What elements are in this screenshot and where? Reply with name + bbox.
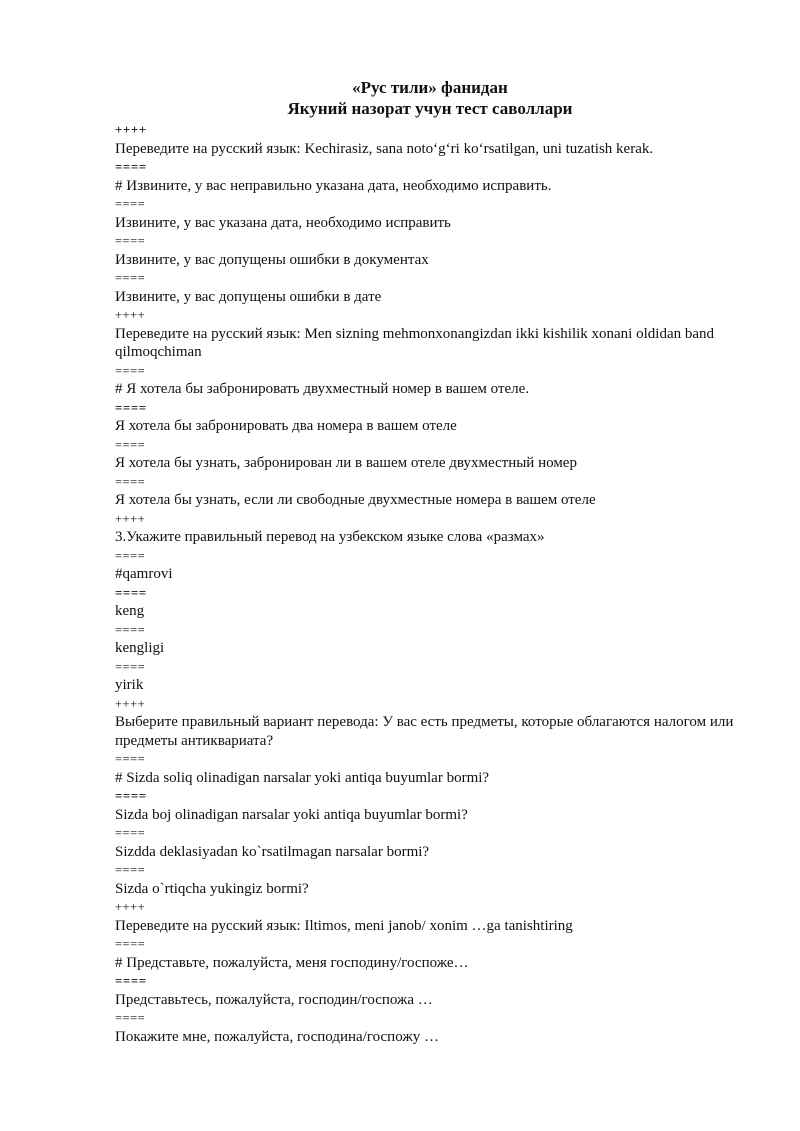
option-separator: ==== <box>115 474 146 489</box>
question-text: Выберите правильный вариант перевода: У вас есть предметы, которые облагаются налогом или предметы антиквариата? <box>115 714 734 749</box>
option-separator: ==== <box>115 788 147 803</box>
answer-option: Я хотела бы забронировать два номера в вашем отеле <box>115 418 457 434</box>
option-separator: ==== <box>115 399 147 415</box>
answer-option: Покажите мне, пожалуйста, господина/госпожу … <box>115 1028 439 1045</box>
option-separator: ==== <box>115 937 146 951</box>
option-separator: ==== <box>115 752 146 766</box>
answer-option: # Представьте, пожалуйста, меня господину/госпоже… <box>115 954 469 971</box>
question-separator: ++++ <box>115 308 146 322</box>
answer-option: Sizda o`rtiqcha yukingiz bormi? <box>115 880 309 897</box>
answer-option: keng <box>115 603 145 619</box>
test-questions-body <box>115 121 755 1046</box>
question-text: 3.Укажите правильный перевод на узбекском языке слова «размах» <box>115 529 545 545</box>
question-separator: ++++ <box>115 900 146 914</box>
option-separator: ==== <box>115 159 147 174</box>
question-separator: ++++ <box>115 511 146 526</box>
option-separator: ==== <box>115 363 146 378</box>
option-separator: ==== <box>115 973 147 988</box>
question-text: Переведите на русский язык: Iltimos, meni janob/ xonim …ga tanishtiring <box>115 917 573 934</box>
answer-option: Извините, у вас допущены ошибки в дате <box>115 288 382 305</box>
answer-option: Извините, у вас указана дата, необходимо исправить <box>115 214 451 231</box>
answer-option: # Извините, у вас неправильно указана дата, необходимо исправить. <box>115 177 552 194</box>
question-separator: ++++ <box>115 696 146 711</box>
option-separator: ==== <box>115 548 146 563</box>
answer-option: Sizdda deklasiyadan ko`rsatilmagan narsalar bormi? <box>115 843 430 860</box>
question-separator: ++++ <box>115 122 147 137</box>
answer-option: yirik <box>115 677 144 693</box>
answer-option: Sizda boj olinadigan narsalar yoki antiqa buyumlar bormi? <box>115 806 468 823</box>
option-separator: ==== <box>115 234 146 248</box>
answer-option: Представьтесь, пожалуйста, господин/госпожа … <box>115 991 433 1008</box>
answer-option: Я хотела бы узнать, забронирован ли в вашем отеле двухместный номер <box>115 455 577 471</box>
option-separator: ==== <box>115 271 146 285</box>
question-text: Переведите на русский язык: Kechirasiz, sana noto‘g‘ri ko‘rsatilgan, uni tuzatish kerak. <box>115 140 654 157</box>
option-separator: ==== <box>115 622 146 637</box>
option-separator: ==== <box>115 437 146 452</box>
document-title-line2: Якуний назорат учун тест саволлари <box>287 99 573 118</box>
question-text: Переведите на русский язык: Men sizning mehmonxonangizdan ikki kishilik xonani oldidan band qilmoqchiman <box>115 325 715 360</box>
answer-option: kengligi <box>115 640 165 656</box>
option-separator: ==== <box>115 659 146 674</box>
answer-option: Извините, у вас допущены ошибки в документах <box>115 251 429 268</box>
answer-option: # Sizda soliq olinadigan narsalar yoki antiqa buyumlar bormi? <box>115 769 490 786</box>
answer-option: #qamrovi <box>115 566 173 582</box>
option-separator: ==== <box>115 863 146 877</box>
option-separator: ==== <box>115 826 146 840</box>
answer-option: # Я хотела бы забронировать двухместный номер в вашем отеле. <box>115 381 530 397</box>
option-separator: ==== <box>115 197 146 211</box>
option-separator: ==== <box>115 1011 146 1025</box>
option-separator: ==== <box>115 584 147 600</box>
document-title-line1: «Рус тили» фанидан <box>352 78 508 97</box>
answer-option: Я хотела бы узнать, если ли свободные двухместные номера в вашем отеле <box>115 492 596 508</box>
